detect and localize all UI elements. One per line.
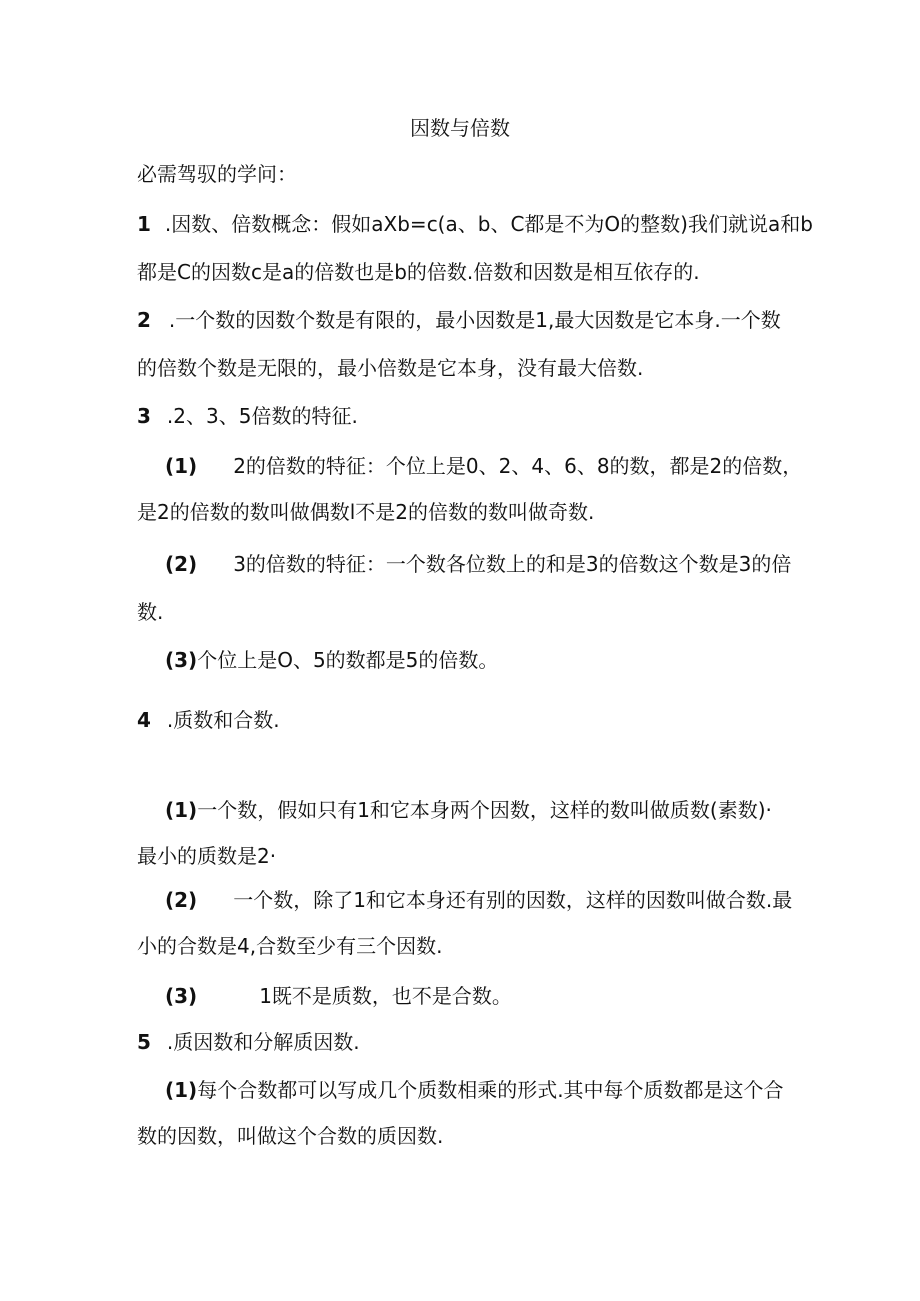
item-label: (2) xyxy=(165,888,198,912)
section-3-item-2-line-2: 数. xyxy=(137,600,164,624)
item-label: (1) xyxy=(165,1078,198,1102)
section-2-line-2: 的倍数个数是无限的，最小倍数是它本身，没有最大倍数. xyxy=(137,356,644,380)
section-1-line-1: 1 .因数、倍数概念：假如aXb=c(a、b、C都是不为O的整数)我们就说a和b xyxy=(137,212,813,236)
item-label: (2) xyxy=(165,552,198,576)
section-3-heading: 3 .2、3、5倍数的特征. xyxy=(137,404,358,428)
section-1-line-2: 都是C的因数c是a的倍数也是b的倍数.倍数和因数是相互依存的. xyxy=(137,260,700,284)
intro-heading: 必需驾驭的学问： xyxy=(137,162,297,186)
section-4-item-2-line-1: (2) 一个数，除了1和它本身还有别的因数，这样的因数叫做合数.最 xyxy=(165,888,793,912)
section-4-heading: 4 .质数和合数. xyxy=(137,708,280,732)
item-label: (1) xyxy=(165,798,198,822)
item-label: (3) xyxy=(165,984,198,1008)
section-3-number: 3 xyxy=(137,404,151,428)
section-2-line-1: 2 .一个数的因数个数是有限的，最小因数是1,最大因数是它本身.一个数 xyxy=(137,308,781,332)
section-2-number: 2 xyxy=(137,308,151,332)
section-4-item-1-line-1: (1)一个数，假如只有1和它本身两个因数，这样的数叫做质数(素数)· xyxy=(165,798,772,822)
section-4-number: 4 xyxy=(137,708,151,732)
section-3-item-1-line-1: (1) 2的倍数的特征：个位上是0、2、4、6、8的数，都是2的倍数， xyxy=(165,454,803,478)
item-label: (1) xyxy=(165,454,198,478)
section-4-item-3-line-1: (3) 1既不是质数，也不是合数。 xyxy=(165,984,512,1008)
section-4-item-1-line-2: 最小的质数是2· xyxy=(137,844,277,868)
section-4-item-2-line-2: 小的合数是4,合数至少有三个因数. xyxy=(137,934,443,958)
section-1-number: 1 xyxy=(137,212,151,236)
section-5-heading: 5 .质因数和分解质因数. xyxy=(137,1030,360,1054)
section-3-item-3-line-1: (3)个位上是O、5的数都是5的倍数。 xyxy=(165,648,499,672)
page-title: 因数与倍数 xyxy=(410,116,510,140)
section-5-item-1-line-2: 数的因数，叫做这个合数的质因数. xyxy=(137,1124,444,1148)
item-label: (3) xyxy=(165,648,198,672)
section-3-item-1-line-2: 是2的倍数的数叫做偶数l不是2的倍数的数叫做奇数. xyxy=(137,500,595,524)
section-5-number: 5 xyxy=(137,1030,151,1054)
section-3-item-2-line-1: (2) 3的倍数的特征：一个数各位数上的和是3的倍数这个数是3的倍 xyxy=(165,552,792,576)
section-5-item-1-line-1: (1)每个合数都可以写成几个质数相乘的形式.其中每个质数都是这个合 xyxy=(165,1078,784,1102)
